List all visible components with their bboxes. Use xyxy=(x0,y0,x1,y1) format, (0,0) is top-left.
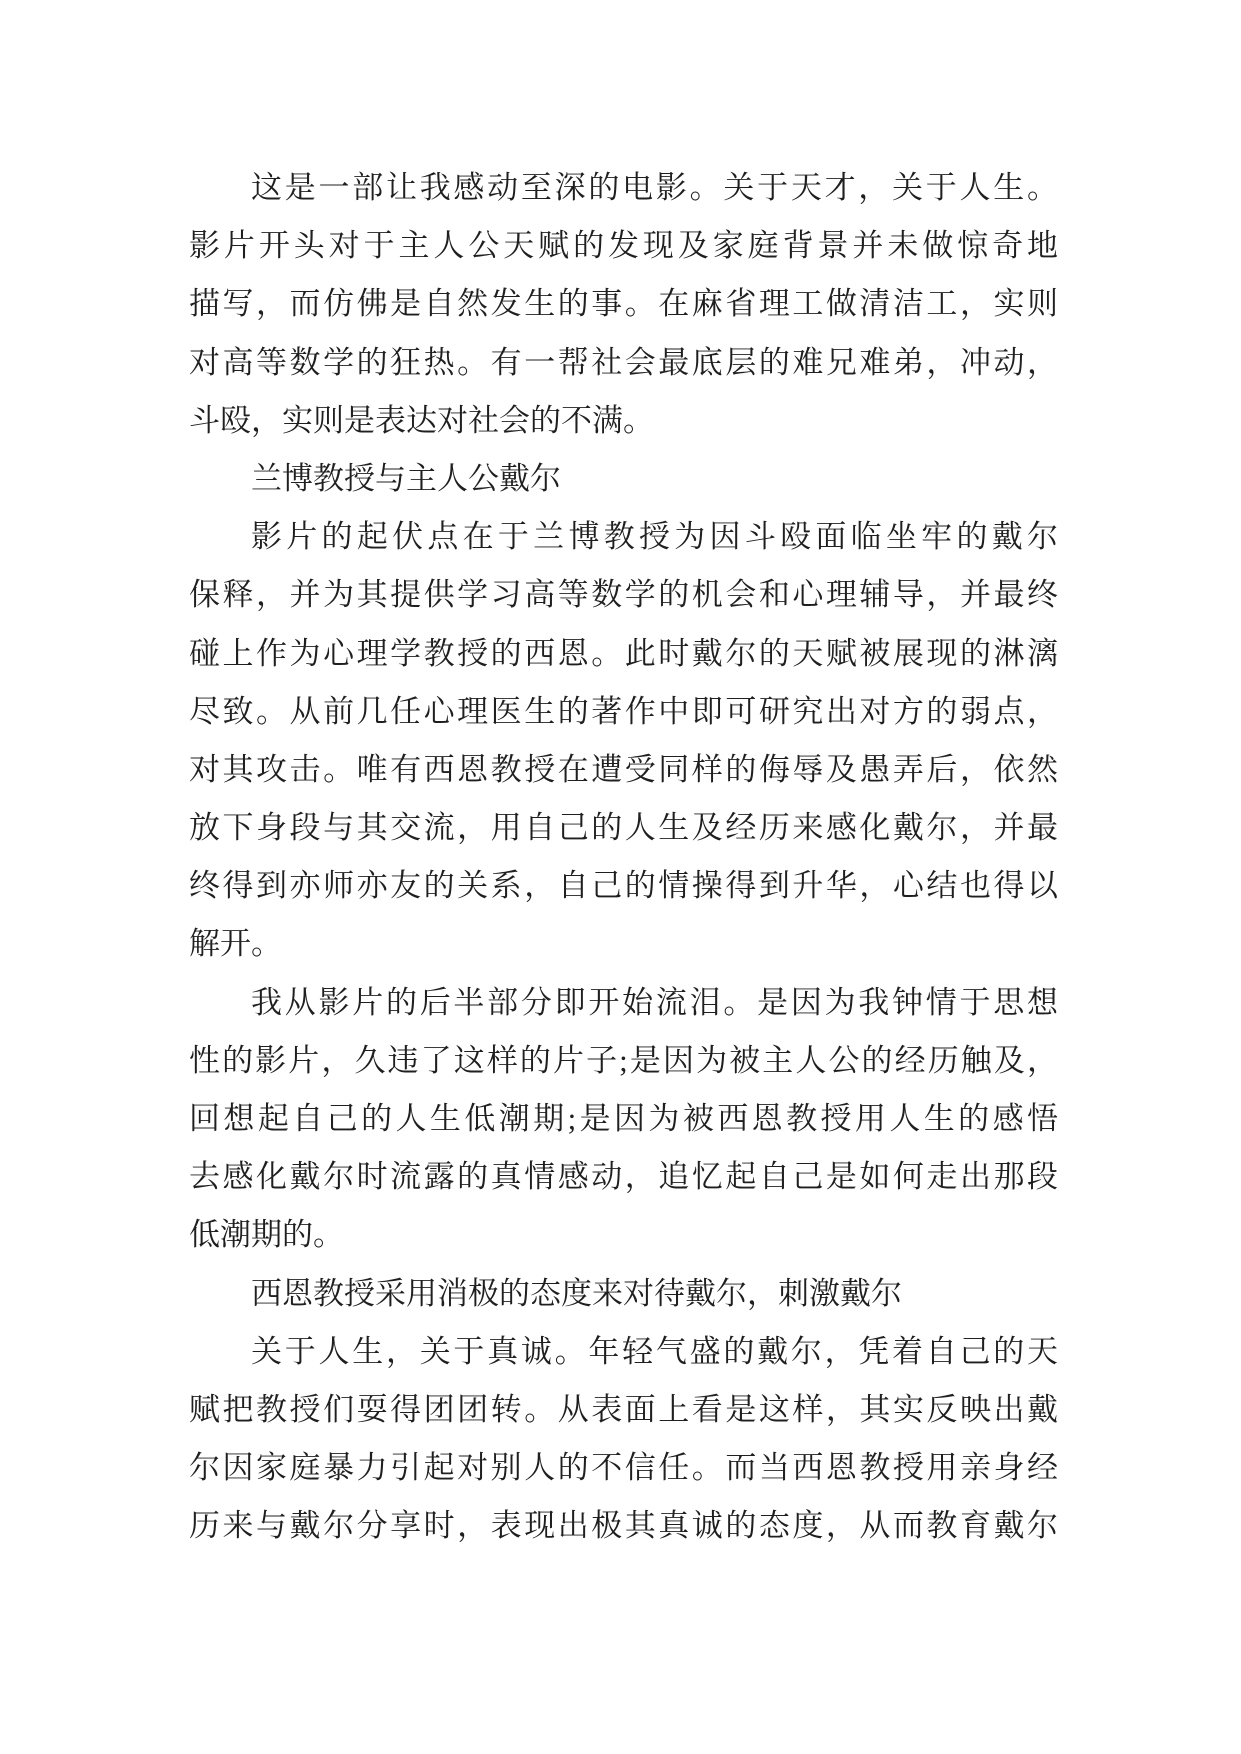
text-line: 尔因家庭暴力引起对别人的不信任。而当西恩教授用亲身经 xyxy=(189,1450,1058,1486)
text-line: 对其攻击。唯有西恩教授在遭受同样的侮辱及愚弄后，依然 xyxy=(189,751,1058,787)
text-line: 性的影片，久违了这样的片子;是因为被主人公的经历触及， xyxy=(189,1042,1058,1078)
paragraph xyxy=(189,450,1058,508)
text-line: 去感化戴尔时流露的真情感动，追忆起自己是如何走出那段 xyxy=(189,1159,1058,1195)
text-line: 碰上作为心理学教授的西恩。此时戴尔的天赋被展现的淋漓 xyxy=(189,635,1058,671)
text-line: 关于人生，关于真诚。年轻气盛的戴尔，凭着自己的天 xyxy=(251,1333,1058,1369)
text-line: 解开。 xyxy=(189,926,282,962)
text-line: 兰博教授与主人公戴尔 xyxy=(251,460,561,496)
text-line: 我从影片的后半部分即开始流泪。是因为我钟情于思想 xyxy=(251,984,1058,1020)
text-line: 对高等数学的狂热。有一帮社会最底层的难兄难弟，冲动， xyxy=(189,344,1058,380)
paragraph xyxy=(189,159,1058,450)
paragraph xyxy=(189,1323,1058,1556)
paragraph xyxy=(189,1265,1058,1323)
text-line: 影片的起伏点在于兰博教授为因斗殴面临坐牢的戴尔 xyxy=(251,519,1058,555)
text-line: 终得到亦师亦友的关系，自己的情操得到升华，心结也得以 xyxy=(189,868,1058,904)
text-line: 斗殴，实则是表达对社会的不满。 xyxy=(189,402,654,438)
paragraph xyxy=(189,974,1058,1265)
text-line: 西恩教授采用消极的态度来对待戴尔，刺激戴尔 xyxy=(251,1275,902,1311)
text-line: 回想起自己的人生低潮期;是因为被西恩教授用人生的感悟 xyxy=(189,1101,1058,1136)
text-line: 影片开头对于主人公天赋的发现及家庭背景并未做惊奇地 xyxy=(189,228,1058,264)
text-line: 放下身段与其交流，用自己的人生及经历来感化戴尔，并最 xyxy=(189,810,1058,846)
text-line: 这是一部让我感动至深的电影。关于天才，关于人生。 xyxy=(251,170,1058,205)
text-line: 描写，而仿佛是自然发生的事。在麻省理工做清洁工，实则 xyxy=(189,286,1058,322)
text-line: 历来与戴尔分享时，表现出极其真诚的态度，从而教育戴尔 xyxy=(189,1508,1058,1544)
text-line: 尽致。从前几任心理医生的著作中即可研究出对方的弱点， xyxy=(189,693,1058,729)
paragraph xyxy=(189,508,1058,974)
document-text-block xyxy=(189,159,1058,1556)
text-line: 保释，并为其提供学习高等数学的机会和心理辅导，并最终 xyxy=(189,577,1058,613)
text-line: 赋把教授们耍得团团转。从表面上看是这样，其实反映出戴 xyxy=(189,1391,1058,1427)
text-line: 低潮期的。 xyxy=(189,1217,344,1253)
